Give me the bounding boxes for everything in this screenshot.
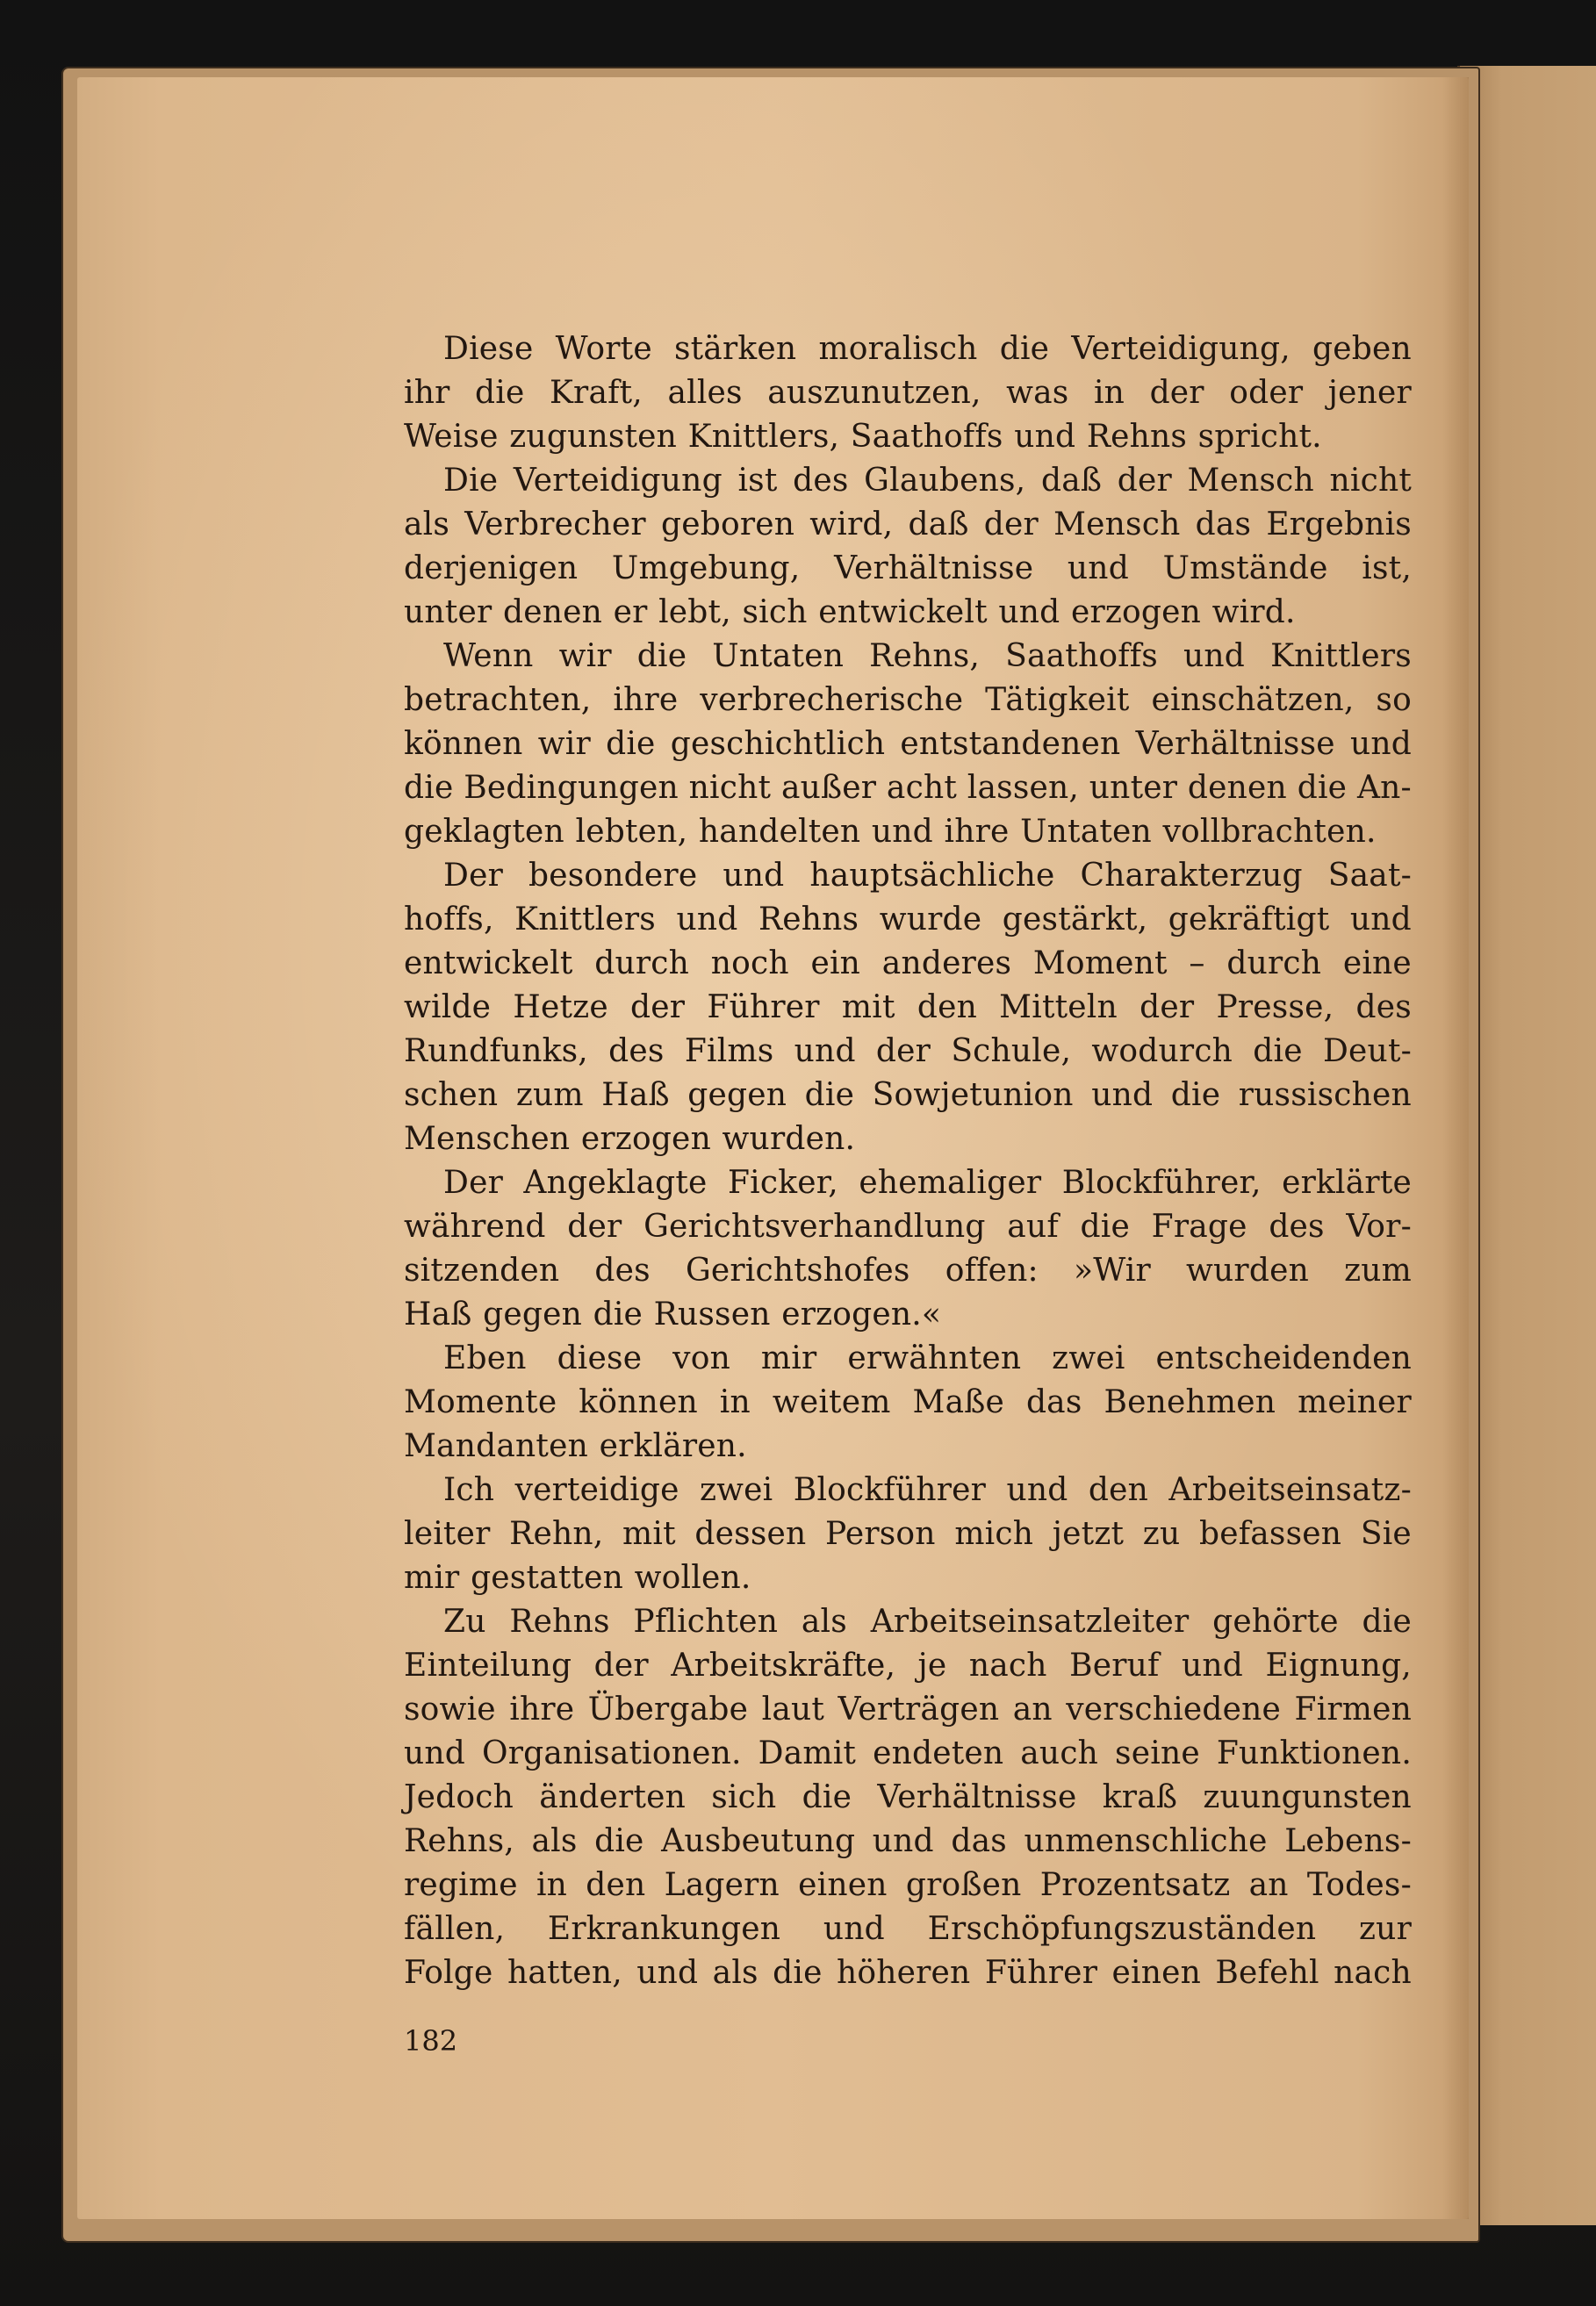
body-text bbox=[404, 327, 1412, 1995]
text-line: Eben diese von mir erwähnten zwei entscheidenden bbox=[443, 1340, 1412, 1376]
text-line: schen zum Haß gegen die Sowjetunion und die russischen bbox=[404, 1077, 1412, 1113]
text-line: Haß gegen die Russen erzogen.« bbox=[404, 1297, 942, 1333]
text-line: und Organisationen. Damit endeten auch seine Funktionen. bbox=[404, 1735, 1412, 1771]
text-line: als Verbrecher geboren wird, daß der Mensch das Ergebnis bbox=[404, 506, 1412, 542]
text-line: wilde Hetze der Führer mit den Mitteln der Presse, des bbox=[404, 989, 1412, 1025]
text-line: Ich verteidige zwei Blockführer und den Arbeitseinsatz- bbox=[443, 1472, 1412, 1508]
text-line: Der besondere und hauptsächliche Charakterzug Saat- bbox=[443, 858, 1412, 894]
text-line: Folge hatten, und als die höheren Führer einen Befehl nach bbox=[404, 1955, 1412, 1991]
text-line: Einteilung der Arbeitskräfte, je nach Beruf und Eignung, bbox=[404, 1648, 1412, 1684]
text-line: Wenn wir die Untaten Rehns, Saathoffs und Knittlers bbox=[443, 638, 1412, 674]
text-line: unter denen er lebt, sich entwickelt und erzogen wird. bbox=[404, 594, 1296, 630]
text-line: fällen, Erkrankungen und Erschöpfungszuständen zur bbox=[404, 1911, 1412, 1947]
text-line: entwickelt durch noch ein anderes Moment – durch eine bbox=[404, 945, 1412, 981]
text-line: ihr die Kraft, alles auszunutzen, was in der oder jener bbox=[404, 375, 1412, 411]
text-line: betrachten, ihre verbrecherische Tätigkeit einschätzen, so bbox=[404, 682, 1412, 718]
text-line: Zu Rehns Pflichten als Arbeitseinsatzleiter gehörte die bbox=[443, 1604, 1412, 1640]
text-line: während der Gerichtsverhandlung auf die Frage des Vor- bbox=[404, 1209, 1412, 1245]
text-line: Die Verteidigung ist des Glaubens, daß der Mensch nicht bbox=[443, 463, 1412, 499]
text-line: regime in den Lagern einen großen Prozentsatz an Todes- bbox=[404, 1867, 1412, 1903]
text-line: Mandanten erklären. bbox=[404, 1428, 747, 1464]
book-page bbox=[77, 77, 1469, 2219]
text-line: Jedoch änderten sich die Verhältnisse kraß zuungunsten bbox=[404, 1779, 1412, 1815]
text-line: Rundfunks, des Films und der Schule, wodurch die Deut- bbox=[404, 1033, 1412, 1069]
text-line: Diese Worte stärken moralisch die Verteidigung, geben bbox=[443, 331, 1412, 367]
text-line: Weise zugunsten Knittlers, Saathoffs und Rehns spricht. bbox=[404, 419, 1322, 455]
text-line: können wir die geschichtlich entstandenen Verhältnisse und bbox=[404, 726, 1412, 762]
page-number: 182 bbox=[404, 2024, 458, 2058]
text-line: sitzenden des Gerichtshofes offen: »Wir wurden zum bbox=[404, 1253, 1412, 1289]
text-line: Rehns, als die Ausbeutung und das unmenschliche Lebens- bbox=[404, 1823, 1412, 1859]
text-line: mir gestatten wollen. bbox=[404, 1560, 751, 1596]
text-line: geklagten lebten, handelten und ihre Untaten vollbrachten. bbox=[404, 814, 1377, 850]
text-line: hoffs, Knittlers und Rehns wurde gestärkt, gekräftigt und bbox=[404, 902, 1412, 937]
text-line: derjenigen Umgebung, Verhältnisse und Umstände ist, bbox=[404, 550, 1412, 586]
text-line: leiter Rehn, mit dessen Person mich jetzt zu befassen Sie bbox=[404, 1516, 1412, 1552]
text-line: Menschen erzogen wurden. bbox=[404, 1121, 856, 1157]
text-line: die Bedingungen nicht außer acht lassen, unter denen die An- bbox=[404, 770, 1412, 806]
text-line: sowie ihre Übergabe laut Verträgen an verschiedene Firmen bbox=[404, 1692, 1412, 1728]
text-line: Momente können in weitem Maße das Benehmen meiner bbox=[404, 1384, 1412, 1420]
text-line: Der Angeklagte Ficker, ehemaliger Blockführer, erklärte bbox=[443, 1165, 1412, 1201]
